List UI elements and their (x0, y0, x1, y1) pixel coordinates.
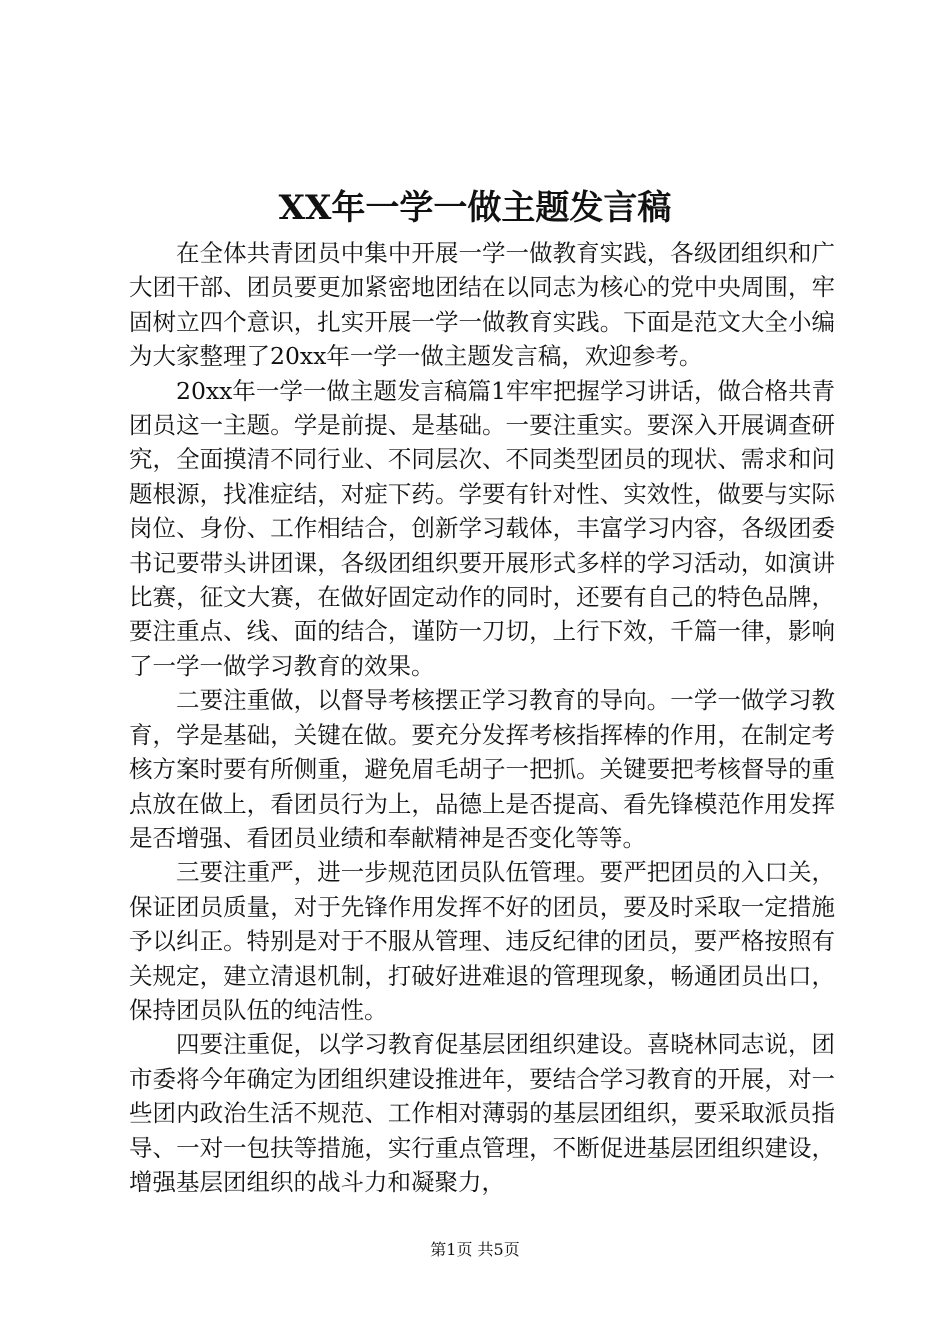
document-body (129, 236, 835, 1199)
paragraph-1: 20xx年一学一做主题发言稿篇1牢牢把握学习讲话，做合格共青团员这一主题。学是前提、是基础。一要注重实。要深入开展调查研究，全面摸清不同行业、不同层次、不同类型团员的现状、需求和问题根源，找准症结，对症下药。学要有针对性、实效性，做要与实际岗位、身份、工作相结合，创新学习载体，丰富学习内容，各级团委书记要带头讲团课，各级团组织要开展形式多样的学习活动，如演讲比赛，征文大赛，在做好固定动作的同时，还要有自己的特色品牌，要注重点、线、面的结合，谨防一刀切，上行下效，千篇一律，影响了一学一做学习教育的效果。 (129, 376, 835, 680)
page-footer: 第1页 共5页 (430, 1240, 520, 1259)
paragraph-intro: 在全体共青团员中集中开展一学一做教育实践，各级团组织和广大团干部、团员要更加紧密地团结在以同志为核心的党中央周围，牢固树立四个意识，扎实开展一学一做教育实践。下面是范文大全小编为大家整理了20xx年一学一做主题发言稿，欢迎参考。 (129, 239, 835, 371)
paragraph-2: 二要注重做，以督导考核摆正学习教育的导向。一学一做学习教育，学是基础，关键在做。要充分发挥考核指挥棒的作用，在制定考核方案时要有所侧重，避免眉毛胡子一把抓。关键要把考核督导的重点放在做上，看团员行为上，品德上是否提高、看先锋模范作用发挥是否增强、看团员业绩和奉献精神是否变化等等。 (129, 686, 835, 852)
paragraph-4: 四要注重促，以学习教育促基层团组织建设。喜晓林同志说，团市委将今年确定为团组织建设推进年，要结合学习教育的开展，对一些团内政治生活不规范、工作相对薄弱的基层团组织，要采取派员指导、一对一包扶等措施，实行重点管理，不断促进基层团组织建设，增强基层团组织的战斗力和凝聚力， (129, 1030, 835, 1196)
document-title: XX年一学一做主题发言稿 (278, 188, 672, 228)
paragraph-3: 三要注重严，进一步规范团员队伍管理。要严把团员的入口关，保证团员质量，对于先锋作用发挥不好的团员，要及时采取一定措施予以纠正。特别是对于不服从管理、违反纪律的团员，要严格按照有关规定，建立清退机制，打破好进难退的管理现象，畅通团员出口，保持团员队伍的纯洁性。 (129, 858, 835, 1024)
